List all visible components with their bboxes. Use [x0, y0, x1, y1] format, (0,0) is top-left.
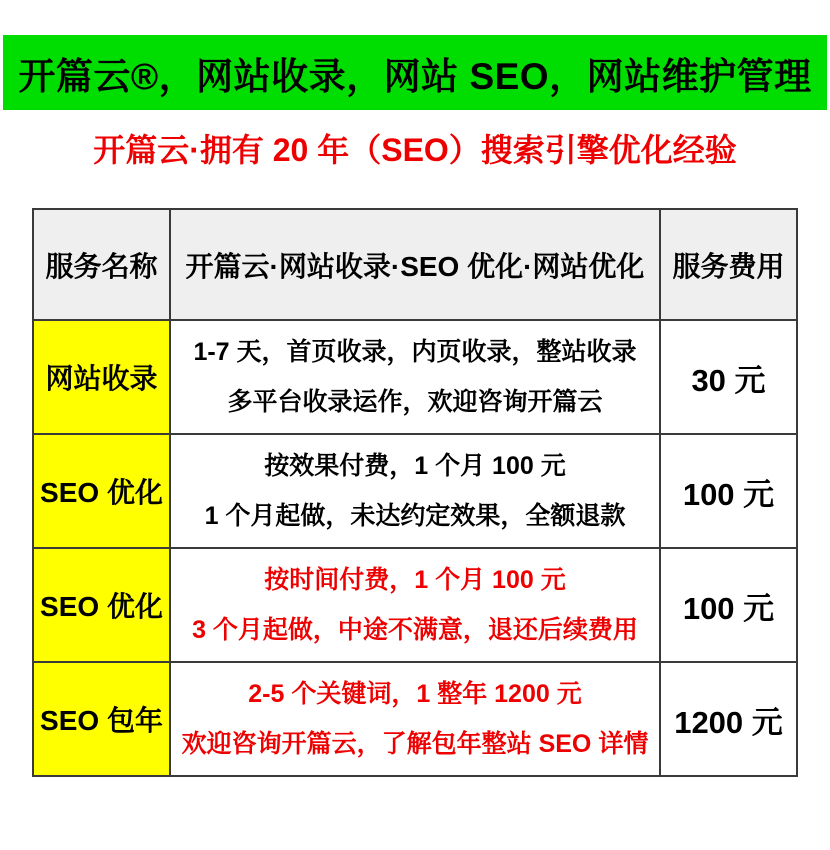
service-desc-cell	[170, 434, 660, 548]
service-name-cell: SEO 优化	[33, 548, 170, 662]
column-header-service-name: 服务名称	[33, 209, 170, 320]
desc-line-2: 多平台收录运作，欢迎咨询开篇云	[227, 388, 603, 416]
service-name-cell: 网站收录	[33, 320, 170, 434]
service-fee-cell: 1200 元	[660, 662, 797, 776]
service-name-cell: SEO 包年	[33, 662, 170, 776]
service-name-cell: SEO 优化	[33, 434, 170, 548]
table-row	[33, 548, 797, 662]
desc-line-2: 欢迎咨询开篇云，了解包年整站 SEO 详情	[181, 730, 649, 758]
subtitle-text: 开篇云·拥有 20 年（SEO）搜索引擎优化经验	[93, 132, 737, 168]
desc-line-1: 2-5 个关键词，1 整年 1200 元	[248, 680, 582, 708]
title-banner	[3, 35, 827, 110]
table-row	[33, 320, 797, 434]
page-title: 开篇云®，网站收录，网站 SEO，网站维护管理	[18, 55, 812, 97]
desc-line-2: 3 个月起做，中途不满意，退还后续费用	[192, 616, 638, 644]
desc-line-1: 1-7 天，首页收录，内页收录，整站收录	[193, 338, 637, 366]
service-fee-cell: 100 元	[660, 434, 797, 548]
column-header-service-fee: 服务费用	[660, 209, 797, 320]
service-desc-cell	[170, 548, 660, 662]
column-header-service-detail: 开篇云·网站收录·SEO 优化·网站优化	[170, 209, 660, 320]
table-row	[33, 662, 797, 776]
pricing-table	[32, 208, 798, 777]
service-desc-cell	[170, 320, 660, 434]
table-header-row	[33, 209, 797, 320]
service-fee-cell: 30 元	[660, 320, 797, 434]
desc-line-1: 按时间付费，1 个月 100 元	[264, 566, 566, 594]
service-desc-cell	[170, 662, 660, 776]
desc-line-2: 1 个月起做，未达约定效果，全额退款	[204, 502, 626, 530]
table-row	[33, 434, 797, 548]
service-fee-cell: 100 元	[660, 548, 797, 662]
desc-line-1: 按效果付费，1 个月 100 元	[264, 452, 566, 480]
